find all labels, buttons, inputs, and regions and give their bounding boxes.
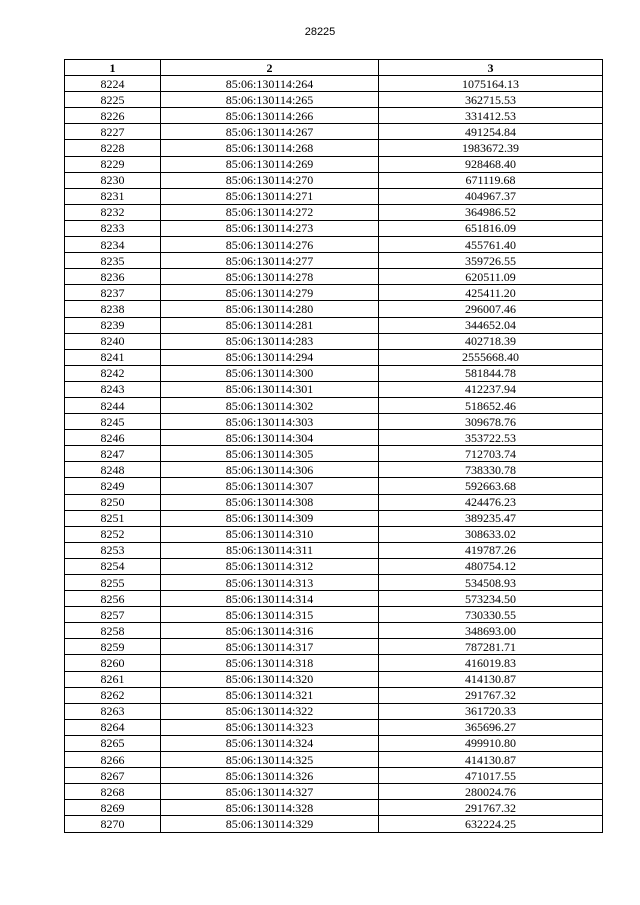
value-cell: 389235.47 bbox=[379, 510, 603, 526]
value-cell: 1983672.39 bbox=[379, 140, 603, 156]
row-number-cell: 8244 bbox=[65, 397, 161, 413]
row-number-cell: 8247 bbox=[65, 446, 161, 462]
cadastral-number-cell: 85:06:130114:265 bbox=[161, 92, 379, 108]
value-cell: 308633.02 bbox=[379, 526, 603, 542]
row-number-cell: 8233 bbox=[65, 220, 161, 236]
cadastral-number-cell: 85:06:130114:278 bbox=[161, 269, 379, 285]
table-header-row bbox=[65, 60, 603, 76]
cadastral-number-cell: 85:06:130114:277 bbox=[161, 253, 379, 269]
table-row bbox=[65, 800, 603, 816]
value-cell: 344652.04 bbox=[379, 317, 603, 333]
cadastral-number-cell: 85:06:130114:309 bbox=[161, 510, 379, 526]
value-cell: 671119.68 bbox=[379, 172, 603, 188]
column-header-number: 1 bbox=[65, 60, 161, 76]
value-cell: 291767.32 bbox=[379, 687, 603, 703]
value-cell: 592663.68 bbox=[379, 478, 603, 494]
row-number-cell: 8263 bbox=[65, 703, 161, 719]
table-row bbox=[65, 816, 603, 832]
cadastral-number-cell: 85:06:130114:316 bbox=[161, 623, 379, 639]
value-cell: 712703.74 bbox=[379, 446, 603, 462]
table-row bbox=[65, 591, 603, 607]
value-cell: 296007.46 bbox=[379, 301, 603, 317]
cadastral-number-cell: 85:06:130114:271 bbox=[161, 188, 379, 204]
value-cell: 455761.40 bbox=[379, 237, 603, 253]
row-number-cell: 8225 bbox=[65, 92, 161, 108]
cadastral-number-cell: 85:06:130114:308 bbox=[161, 494, 379, 510]
row-number-cell: 8240 bbox=[65, 333, 161, 349]
cadastral-number-cell: 85:06:130114:304 bbox=[161, 430, 379, 446]
cadastral-number-cell: 85:06:130114:302 bbox=[161, 397, 379, 413]
table-row bbox=[65, 446, 603, 462]
row-number-cell: 8232 bbox=[65, 204, 161, 220]
cadastral-number-cell: 85:06:130114:317 bbox=[161, 639, 379, 655]
row-number-cell: 8246 bbox=[65, 430, 161, 446]
row-number-cell: 8228 bbox=[65, 140, 161, 156]
table-row bbox=[65, 333, 603, 349]
row-number-cell: 8268 bbox=[65, 784, 161, 800]
row-number-cell: 8258 bbox=[65, 623, 161, 639]
value-cell: 2555668.40 bbox=[379, 349, 603, 365]
cadastral-number-cell: 85:06:130114:266 bbox=[161, 108, 379, 124]
cadastral-number-cell: 85:06:130114:272 bbox=[161, 204, 379, 220]
row-number-cell: 8231 bbox=[65, 188, 161, 204]
row-number-cell: 8242 bbox=[65, 365, 161, 381]
table-row bbox=[65, 92, 603, 108]
cadastral-number-cell: 85:06:130114:324 bbox=[161, 735, 379, 751]
table-row bbox=[65, 703, 603, 719]
table-row bbox=[65, 719, 603, 735]
row-number-cell: 8236 bbox=[65, 269, 161, 285]
cadastral-number-cell: 85:06:130114:327 bbox=[161, 784, 379, 800]
table-row bbox=[65, 430, 603, 446]
table-row bbox=[65, 220, 603, 236]
row-number-cell: 8252 bbox=[65, 526, 161, 542]
value-cell: 362715.53 bbox=[379, 92, 603, 108]
cadastral-number-cell: 85:06:130114:270 bbox=[161, 172, 379, 188]
cadastral-number-cell: 85:06:130114:280 bbox=[161, 301, 379, 317]
cadastral-number-cell: 85:06:130114:307 bbox=[161, 478, 379, 494]
value-cell: 424476.23 bbox=[379, 494, 603, 510]
table-row bbox=[65, 478, 603, 494]
cadastral-number-cell: 85:06:130114:264 bbox=[161, 76, 379, 92]
value-cell: 414130.87 bbox=[379, 752, 603, 768]
page-number: 28225 bbox=[304, 26, 336, 38]
table-row bbox=[65, 575, 603, 591]
table-row bbox=[65, 510, 603, 526]
cadastral-number-cell: 85:06:130114:314 bbox=[161, 591, 379, 607]
value-cell: 331412.53 bbox=[379, 108, 603, 124]
table-row bbox=[65, 108, 603, 124]
cadastral-number-cell: 85:06:130114:322 bbox=[161, 703, 379, 719]
cadastral-number-cell: 85:06:130114:311 bbox=[161, 542, 379, 558]
row-number-cell: 8257 bbox=[65, 607, 161, 623]
value-cell: 416019.83 bbox=[379, 655, 603, 671]
row-number-cell: 8267 bbox=[65, 768, 161, 784]
row-number-cell: 8255 bbox=[65, 575, 161, 591]
column-header-cadastral-number: 2 bbox=[161, 60, 379, 76]
row-number-cell: 8235 bbox=[65, 253, 161, 269]
table-row bbox=[65, 639, 603, 655]
value-cell: 730330.55 bbox=[379, 607, 603, 623]
table-row bbox=[65, 526, 603, 542]
row-number-cell: 8230 bbox=[65, 172, 161, 188]
value-cell: 491254.84 bbox=[379, 124, 603, 140]
cadastral-number-cell: 85:06:130114:328 bbox=[161, 800, 379, 816]
table-row bbox=[65, 76, 603, 92]
table-row bbox=[65, 494, 603, 510]
table-row bbox=[65, 381, 603, 397]
cadastral-value-table bbox=[64, 59, 603, 833]
value-cell: 928468.40 bbox=[379, 156, 603, 172]
table-row bbox=[65, 317, 603, 333]
table-row bbox=[65, 301, 603, 317]
row-number-cell: 8251 bbox=[65, 510, 161, 526]
table-row bbox=[65, 172, 603, 188]
table-row bbox=[65, 752, 603, 768]
row-number-cell: 8245 bbox=[65, 414, 161, 430]
table-row bbox=[65, 124, 603, 140]
value-cell: 518652.46 bbox=[379, 397, 603, 413]
value-cell: 581844.78 bbox=[379, 365, 603, 381]
table-row bbox=[65, 204, 603, 220]
cadastral-number-cell: 85:06:130114:320 bbox=[161, 671, 379, 687]
table-row bbox=[65, 365, 603, 381]
cadastral-number-cell: 85:06:130114:321 bbox=[161, 687, 379, 703]
row-number-cell: 8264 bbox=[65, 719, 161, 735]
cadastral-number-cell: 85:06:130114:313 bbox=[161, 575, 379, 591]
value-cell: 471017.55 bbox=[379, 768, 603, 784]
value-cell: 365696.27 bbox=[379, 719, 603, 735]
row-number-cell: 8227 bbox=[65, 124, 161, 140]
table-body bbox=[65, 76, 603, 832]
row-number-cell: 8265 bbox=[65, 735, 161, 751]
row-number-cell: 8239 bbox=[65, 317, 161, 333]
cadastral-number-cell: 85:06:130114:300 bbox=[161, 365, 379, 381]
table-row bbox=[65, 655, 603, 671]
table-row bbox=[65, 269, 603, 285]
row-number-cell: 8250 bbox=[65, 494, 161, 510]
cadastral-number-cell: 85:06:130114:283 bbox=[161, 333, 379, 349]
cadastral-number-cell: 85:06:130114:329 bbox=[161, 816, 379, 832]
value-cell: 480754.12 bbox=[379, 558, 603, 574]
cadastral-number-cell: 85:06:130114:273 bbox=[161, 220, 379, 236]
value-cell: 499910.80 bbox=[379, 735, 603, 751]
table-row bbox=[65, 735, 603, 751]
row-number-cell: 8259 bbox=[65, 639, 161, 655]
cadastral-number-cell: 85:06:130114:315 bbox=[161, 607, 379, 623]
table-row bbox=[65, 237, 603, 253]
row-number-cell: 8269 bbox=[65, 800, 161, 816]
cadastral-number-cell: 85:06:130114:323 bbox=[161, 719, 379, 735]
cadastral-number-cell: 85:06:130114:267 bbox=[161, 124, 379, 140]
cadastral-number-cell: 85:06:130114:279 bbox=[161, 285, 379, 301]
value-cell: 787281.71 bbox=[379, 639, 603, 655]
value-cell: 291767.32 bbox=[379, 800, 603, 816]
row-number-cell: 8260 bbox=[65, 655, 161, 671]
row-number-cell: 8254 bbox=[65, 558, 161, 574]
value-cell: 404967.37 bbox=[379, 188, 603, 204]
row-number-cell: 8226 bbox=[65, 108, 161, 124]
table-row bbox=[65, 558, 603, 574]
row-number-cell: 8243 bbox=[65, 381, 161, 397]
cadastral-number-cell: 85:06:130114:276 bbox=[161, 237, 379, 253]
table-row bbox=[65, 607, 603, 623]
value-cell: 309678.76 bbox=[379, 414, 603, 430]
value-cell: 359726.55 bbox=[379, 253, 603, 269]
table-row bbox=[65, 156, 603, 172]
value-cell: 620511.09 bbox=[379, 269, 603, 285]
cadastral-number-cell: 85:06:130114:268 bbox=[161, 140, 379, 156]
row-number-cell: 8248 bbox=[65, 462, 161, 478]
row-number-cell: 8238 bbox=[65, 301, 161, 317]
cadastral-number-cell: 85:06:130114:294 bbox=[161, 349, 379, 365]
value-cell: 632224.25 bbox=[379, 816, 603, 832]
value-cell: 361720.33 bbox=[379, 703, 603, 719]
table-row bbox=[65, 687, 603, 703]
table-row bbox=[65, 140, 603, 156]
table-row bbox=[65, 253, 603, 269]
table-row bbox=[65, 623, 603, 639]
cadastral-number-cell: 85:06:130114:326 bbox=[161, 768, 379, 784]
value-cell: 280024.76 bbox=[379, 784, 603, 800]
table-row bbox=[65, 784, 603, 800]
row-number-cell: 8253 bbox=[65, 542, 161, 558]
table-row bbox=[65, 188, 603, 204]
row-number-cell: 8224 bbox=[65, 76, 161, 92]
value-cell: 412237.94 bbox=[379, 381, 603, 397]
value-cell: 419787.26 bbox=[379, 542, 603, 558]
table-row bbox=[65, 542, 603, 558]
cadastral-number-cell: 85:06:130114:306 bbox=[161, 462, 379, 478]
cadastral-number-cell: 85:06:130114:310 bbox=[161, 526, 379, 542]
value-cell: 414130.87 bbox=[379, 671, 603, 687]
row-number-cell: 8249 bbox=[65, 478, 161, 494]
cadastral-number-cell: 85:06:130114:312 bbox=[161, 558, 379, 574]
cadastral-number-cell: 85:06:130114:318 bbox=[161, 655, 379, 671]
value-cell: 1075164.13 bbox=[379, 76, 603, 92]
table-row bbox=[65, 397, 603, 413]
value-cell: 353722.53 bbox=[379, 430, 603, 446]
cadastral-number-cell: 85:06:130114:305 bbox=[161, 446, 379, 462]
cadastral-number-cell: 85:06:130114:325 bbox=[161, 752, 379, 768]
column-header-value: 3 bbox=[379, 60, 603, 76]
cadastral-number-cell: 85:06:130114:281 bbox=[161, 317, 379, 333]
row-number-cell: 8241 bbox=[65, 349, 161, 365]
row-number-cell: 8270 bbox=[65, 816, 161, 832]
cadastral-number-cell: 85:06:130114:269 bbox=[161, 156, 379, 172]
row-number-cell: 8261 bbox=[65, 671, 161, 687]
value-cell: 348693.00 bbox=[379, 623, 603, 639]
table-row bbox=[65, 768, 603, 784]
row-number-cell: 8266 bbox=[65, 752, 161, 768]
value-cell: 738330.78 bbox=[379, 462, 603, 478]
cadastral-number-cell: 85:06:130114:301 bbox=[161, 381, 379, 397]
value-cell: 425411.20 bbox=[379, 285, 603, 301]
table-row bbox=[65, 414, 603, 430]
value-cell: 573234.50 bbox=[379, 591, 603, 607]
value-cell: 651816.09 bbox=[379, 220, 603, 236]
row-number-cell: 8234 bbox=[65, 237, 161, 253]
row-number-cell: 8237 bbox=[65, 285, 161, 301]
table-row bbox=[65, 462, 603, 478]
table-row bbox=[65, 349, 603, 365]
value-cell: 364986.52 bbox=[379, 204, 603, 220]
row-number-cell: 8262 bbox=[65, 687, 161, 703]
cadastral-number-cell: 85:06:130114:303 bbox=[161, 414, 379, 430]
row-number-cell: 8229 bbox=[65, 156, 161, 172]
row-number-cell: 8256 bbox=[65, 591, 161, 607]
table-row bbox=[65, 285, 603, 301]
value-cell: 402718.39 bbox=[379, 333, 603, 349]
value-cell: 534508.93 bbox=[379, 575, 603, 591]
table-row bbox=[65, 671, 603, 687]
